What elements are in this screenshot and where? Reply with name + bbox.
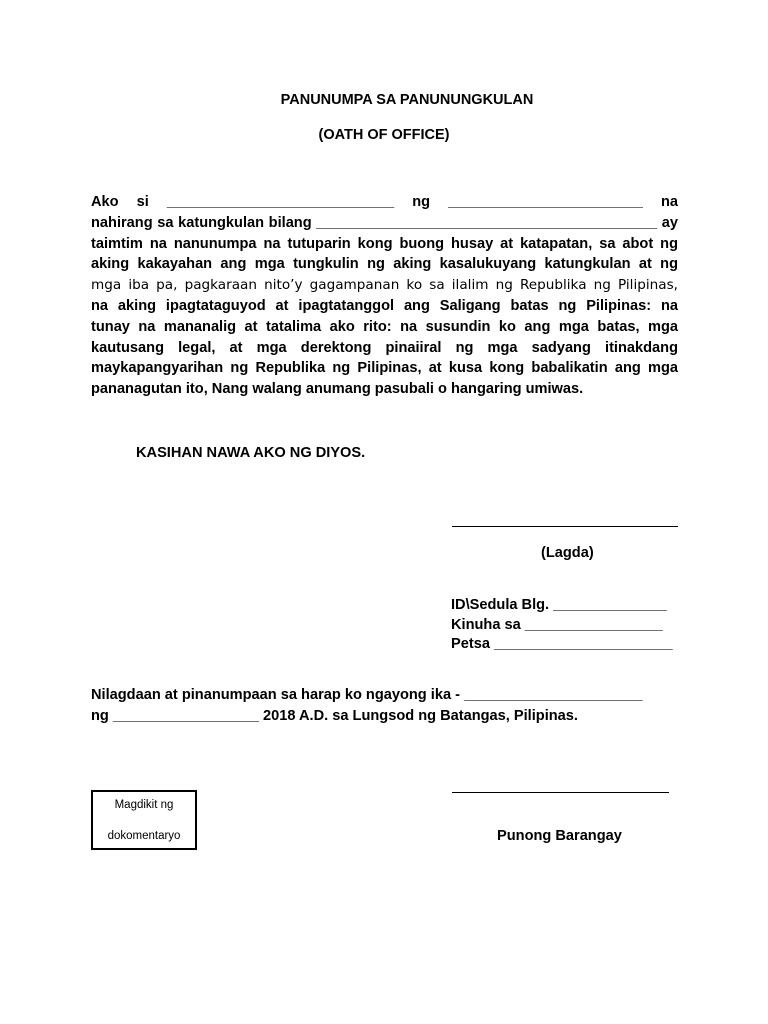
issued-at-field: Kinuha sa _________________ xyxy=(451,616,663,633)
oath-line: kautusang legal, at mga derektong pinaiiral ng mga sadyang itinakdang xyxy=(91,339,678,356)
oath-line: maykapangyarihan ng Republika ng Pilipinas, at kusa kong babalikatin ang mga xyxy=(91,360,678,377)
documentary-stamp-box xyxy=(91,790,197,850)
oath-line: pananagutan ito, Nang walang anumang pasubali o hangaring umiwas. xyxy=(91,381,584,398)
oath-body xyxy=(91,192,678,400)
attestation-line-1: Nilagdaan at pinanumpaan sa harap ko ngayong ika - ______________________ xyxy=(91,687,643,703)
attestation-line-2: ng __________________ 2018 A.D. sa Lungsod ng Batangas, Pilipinas. xyxy=(91,707,578,724)
signature-label: (Lagda) xyxy=(541,545,594,561)
document-subtitle: (OATH OF OFFICE) xyxy=(318,127,450,143)
oath-line: aking kakayahan ang mga tungkulin ng aking kasalukuyang katungkulan at ng xyxy=(91,256,678,273)
official-title: Punong Barangay xyxy=(497,828,622,844)
attestation-block xyxy=(91,685,643,726)
document-title: PANUNUMPA SA PANUNUNGKULAN xyxy=(280,92,534,108)
oath-line: Ako si ____________________________ ng ________________________ na xyxy=(91,194,678,210)
oath-line: na aking ipagtataguyod at ipagtatanggol ang Saligang batas ng Pilipinas: na xyxy=(91,297,678,314)
signature-line xyxy=(452,526,678,527)
date-field: Petsa ______________________ xyxy=(451,636,673,652)
oath-line: taimtim na nanunumpa na tutuparin kong buong husay at katapatan, sa abot ng xyxy=(91,235,678,252)
oath-line: nahirang sa katungkulan bilang __________________________________________ ay xyxy=(91,214,678,231)
official-signature-line xyxy=(452,792,669,793)
id-details xyxy=(451,596,673,655)
oath-line: mga iba pa, pagkaraan nito’y gagampanan ko sa ilalim ng Republika ng Pilipinas, xyxy=(91,277,678,294)
closing-invocation: KASIHAN NAWA AKO NG DIYOS. xyxy=(136,445,366,461)
stamp-box-line-1: Magdikit ng xyxy=(114,799,174,811)
oath-line: tunay na mananalig at tatalima ako rito: na susundin ko ang mga batas, mga xyxy=(91,318,678,335)
stamp-box-line-2: dokomentaryo xyxy=(107,830,181,842)
id-number-field: ID\Sedula Blg. ______________ xyxy=(451,597,667,613)
